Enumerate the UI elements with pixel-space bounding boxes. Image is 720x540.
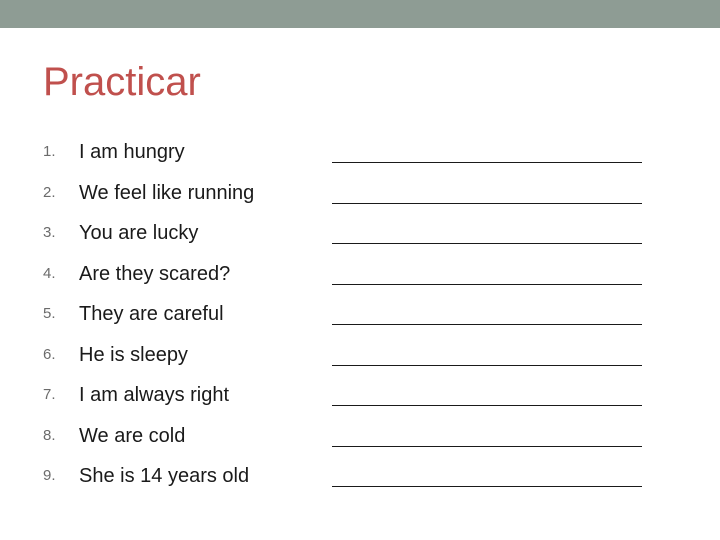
exercise-item (0, 294, 720, 334)
slide-title: Practicar (43, 60, 201, 104)
exercise-item (0, 132, 720, 172)
top-banner-bar (0, 0, 720, 28)
exercise-item (0, 335, 720, 375)
answer-blank (332, 203, 642, 204)
answer-blank (332, 446, 642, 447)
exercise-item (0, 254, 720, 294)
exercise-item (0, 173, 720, 213)
exercise-item (0, 213, 720, 253)
item-sentence: They are careful (79, 303, 224, 325)
item-number: 5. (43, 305, 56, 322)
answer-blank (332, 284, 642, 285)
item-sentence: She is 14 years old (79, 465, 250, 487)
item-sentence: We are cold (79, 424, 186, 447)
item-sentence: Are they scared? (79, 262, 231, 285)
answer-blank (332, 486, 642, 487)
item-number: 3. (43, 224, 56, 241)
answer-blank (332, 365, 642, 366)
item-sentence: He is sleepy (79, 343, 188, 366)
answer-blank (332, 324, 642, 325)
answer-blank (332, 243, 642, 244)
exercise-item (0, 375, 720, 415)
item-sentence: We feel like running (79, 181, 255, 204)
item-number: 9. (43, 467, 56, 484)
item-number: 6. (43, 345, 56, 363)
item-number: 1. (43, 143, 56, 160)
item-sentence: I am hungry (79, 141, 185, 163)
item-number: 8. (43, 426, 56, 444)
exercise-item (0, 416, 720, 456)
item-number: 2. (43, 183, 56, 201)
item-sentence: I am always right (79, 384, 230, 406)
answer-blank (332, 405, 642, 406)
answer-blank (332, 162, 642, 163)
exercise-item (0, 456, 720, 496)
item-number: 7. (43, 386, 56, 403)
item-sentence: You are lucky (79, 222, 199, 244)
item-number: 4. (43, 264, 56, 282)
